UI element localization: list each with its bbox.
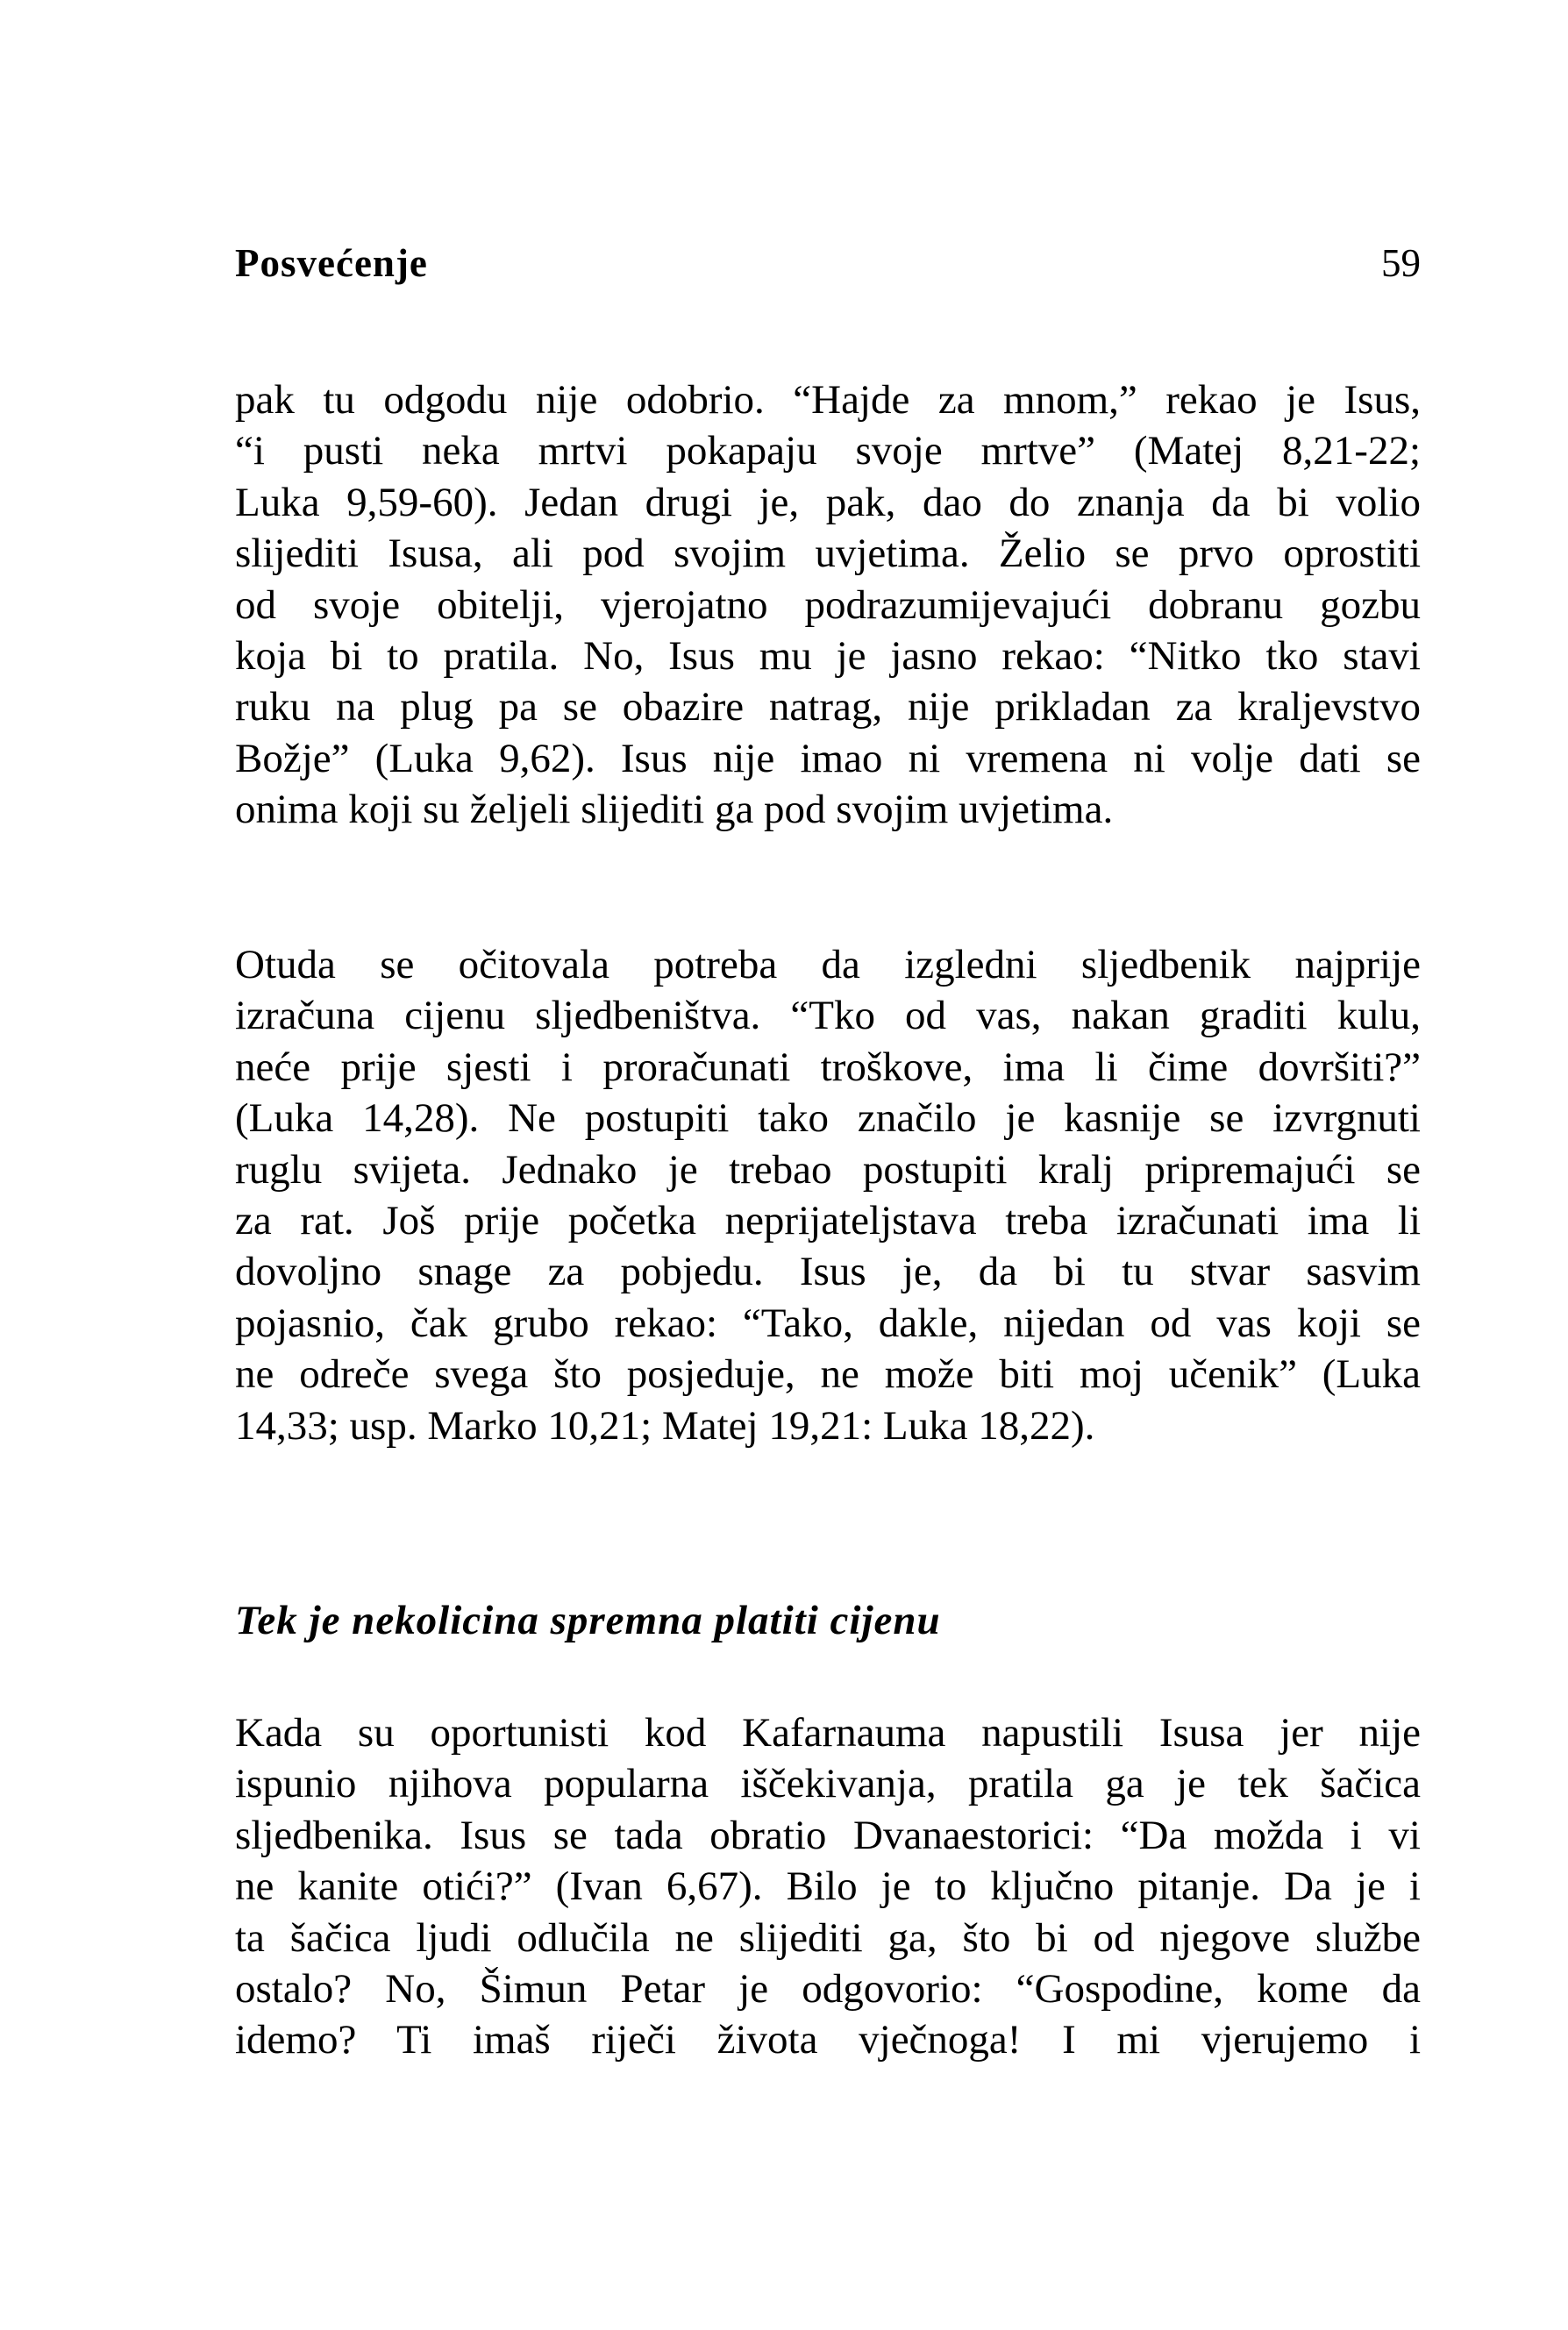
section-heading: Tek je nekolicina spremna platiti cijenu xyxy=(235,1598,941,1643)
text-line: ta šačica ljudi odlučila ne slijediti ga, što bi od njegove službe xyxy=(235,1914,1421,1961)
text-line: (Luka 14,28). Ne postupiti tako značilo je kasnije se izvrgnuti xyxy=(235,1095,1421,1142)
text-line: ispunio njihova popularna iščekivanja, pratila ga je tek šačica xyxy=(235,1761,1421,1807)
text-line: pak tu odgodu nije odobrio. “Hajde za mnom,” rekao je Isus, xyxy=(235,377,1421,423)
text-line: ostalo? No, Šimun Petar je odgovorio: “Gospodine, kome da xyxy=(235,1966,1421,2013)
paragraph-1 xyxy=(235,374,1421,836)
text-line: Luka 9,59-60). Jedan drugi je, pak, dao do znanja da bi volio xyxy=(235,479,1421,525)
text-line: za rat. Još prije početka neprijateljstava treba izračunati ima li xyxy=(235,1198,1421,1244)
text-line: “i pusti neka mrtvi pokapaju svoje mrtve” (Matej 8,21-22; xyxy=(235,428,1421,474)
page-number: 59 xyxy=(1381,241,1421,285)
text-line: onima koji su željeli slijediti ga pod svojim uvjetima. xyxy=(235,787,1114,833)
text-line: ruglu svijeta. Jednako je trebao postupiti kralj pripremajući se xyxy=(235,1146,1421,1193)
text-line: dovoljno snage za pobjedu. Isus je, da bi tu stvar sasvim xyxy=(235,1249,1421,1295)
text-line: Kada su oportunisti kod Kafarnauma napustili Isusa jer nije xyxy=(235,1710,1421,1756)
text-line: od svoje obitelji, vjerojatno podrazumijevajući dobranu gozbu xyxy=(235,581,1421,628)
text-line: neće prije sjesti i proračunati troškove, ima li čime dovršiti?” xyxy=(235,1044,1421,1090)
text-line: idemo? Ti imaš riječi života vječnoga! I mi vjerujemo i xyxy=(235,2017,1421,2063)
text-line: ne odreče svega što posjeduje, ne može biti moj učenik” (Luka xyxy=(235,1351,1421,1398)
text-line: ne kanite otići?” (Ivan 6,67). Bilo je to ključno pitanje. Da je i xyxy=(235,1863,1421,1910)
text-line: koja bi to pratila. No, Isus mu je jasno rekao: “Nitko tko stavi xyxy=(235,633,1421,680)
text-line: ruku na plug pa se obazire natrag, nije prikladan za kraljevstvo xyxy=(235,684,1421,730)
paragraph-2 xyxy=(235,939,1421,1451)
text-line: sljedbenika. Isus se tada obratio Dvanaestorici: “Da možda i vi xyxy=(235,1812,1421,1858)
text-line: izračuna cijenu sljedbeništva. “Tko od vas, nakan graditi kulu, xyxy=(235,993,1421,1039)
running-title: Posvećenje xyxy=(235,241,428,285)
text-line: slijediti Isusa, ali pod svojim uvjetima. Želio se prvo oprostiti xyxy=(235,531,1421,577)
text-line: pojasnio, čak grubo rekao: “Tako, dakle, nijedan od vas koji se xyxy=(235,1300,1421,1346)
paragraph-3 xyxy=(235,1707,1421,2066)
text-line: Božje” (Luka 9,62). Isus nije imao ni vremena ni volje dati se xyxy=(235,735,1421,781)
running-header xyxy=(235,237,1421,289)
text-line: 14,33; usp. Marko 10,21; Matej 19,21: Luka 18,22). xyxy=(235,1402,1095,1449)
text-line: Otuda se očitovala potreba da izgledni sljedbenik najprije xyxy=(235,942,1421,987)
